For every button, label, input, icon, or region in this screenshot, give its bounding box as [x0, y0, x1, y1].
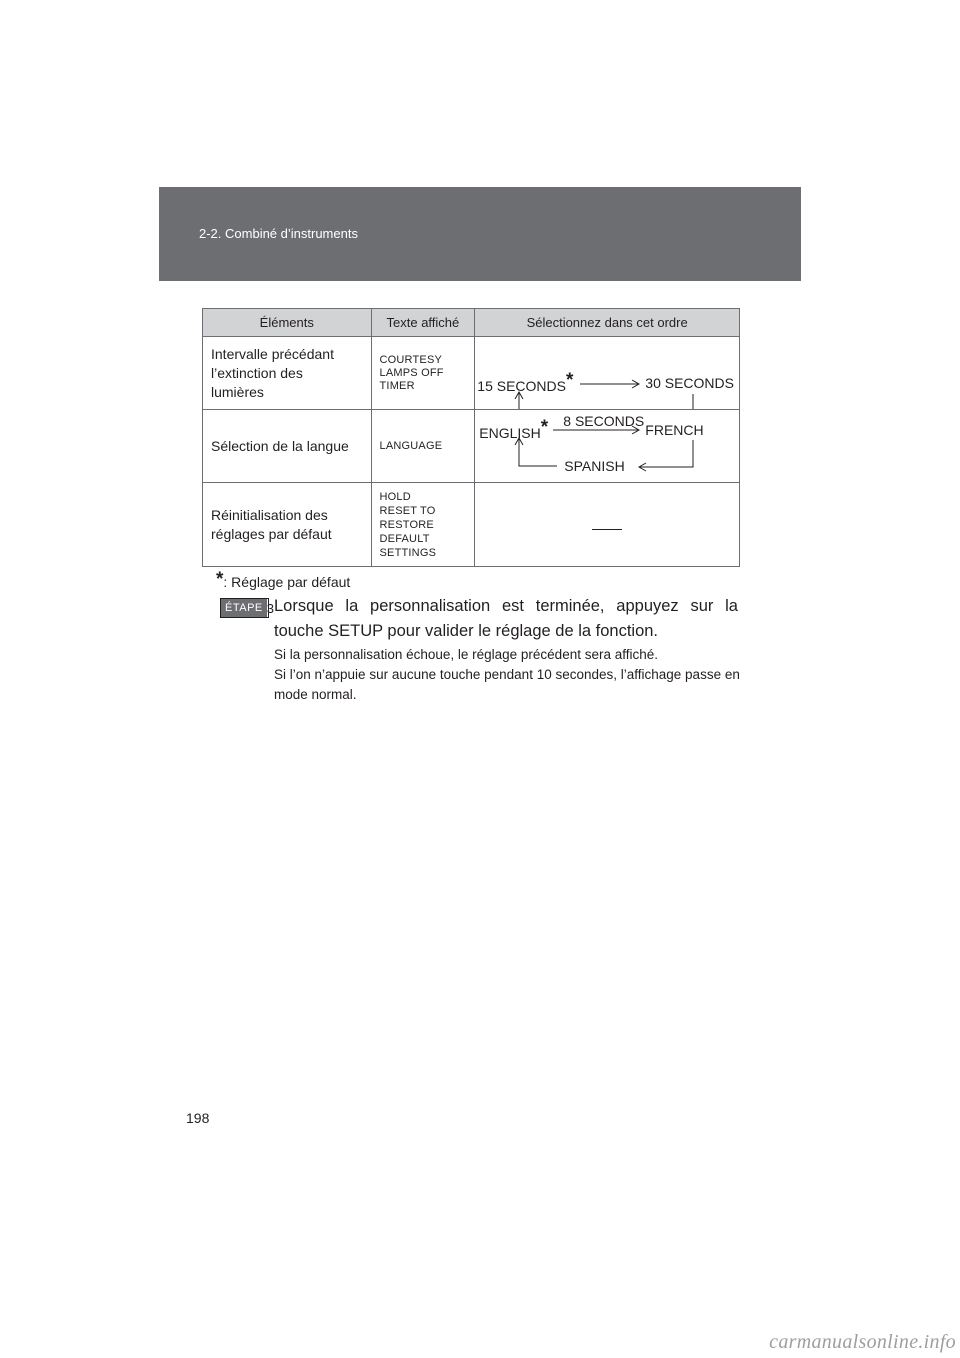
note-line: Si la personnalisation échoue, le réglage précédent sera affiché.: [274, 647, 659, 662]
item-label-line: Réinitialisation des: [211, 506, 328, 523]
display-text-line: LAMPS OFF: [379, 366, 444, 379]
display-text-line: RESTORE: [379, 518, 434, 531]
item-cell: [203, 410, 372, 483]
settings-table: [202, 308, 740, 567]
display-text-cell: [371, 483, 475, 567]
cycle-diagram: [475, 410, 739, 482]
section-title: 2-2. Combiné d’instruments: [199, 226, 358, 241]
item-label-line: l’extinction des: [211, 364, 303, 381]
cycle-diagram: [475, 337, 739, 429]
display-text-line: LANGUAGE: [379, 439, 443, 452]
arrow-line: [640, 394, 693, 409]
display-text-line: TIMER: [379, 379, 415, 392]
selection-sequence-cell: [475, 483, 740, 567]
cycle-arrows: [475, 337, 740, 409]
option-label: ENGLISH: [479, 425, 541, 441]
sequence-third-option: 8 SECONDS: [563, 413, 645, 429]
sequence-second-option: FRENCH: [645, 422, 704, 438]
step-badge-word: ÉTAPE: [221, 599, 267, 617]
default-marker: *: [540, 417, 549, 438]
selection-sequence-cell: [475, 410, 740, 483]
note-line: Si l’on n’appuie sur aucune touche pendant 10 secondes, l’affichage passe en mode normal.: [274, 667, 740, 702]
sequence-first-option: [479, 417, 549, 444]
display-text-line: HOLD: [379, 490, 411, 503]
watermark: carmanualsonline.info: [769, 1331, 956, 1353]
item-label-line: lumières: [211, 383, 264, 400]
display-text-cell: [371, 410, 475, 483]
footnote: [216, 571, 350, 593]
sequence-third-option: SPANISH: [564, 458, 625, 474]
footnote-marker: *: [216, 569, 224, 590]
table-row: [203, 483, 740, 567]
item-cell: [203, 337, 372, 410]
table-row: [203, 337, 740, 410]
page-number: 198: [186, 1110, 210, 1126]
display-text-line: DEFAULT: [379, 532, 430, 545]
step-badge: [220, 598, 274, 618]
step-notes: [274, 645, 740, 705]
not-applicable-dash: [592, 529, 622, 530]
column-header-display-text: Texte affiché: [371, 309, 475, 337]
option-label: 15 SECONDS: [477, 378, 566, 394]
item-label-line: réglages par défaut: [211, 525, 332, 542]
step-instruction-line: Lorsque la personnalisation est terminée, appuyez sur la: [274, 597, 738, 615]
column-header-selection-order: Sélectionnez dans cet ordre: [475, 309, 740, 337]
arrow-line: [640, 440, 693, 467]
selection-sequence-cell: [475, 337, 740, 429]
section-header-band: [159, 187, 801, 281]
display-text-cell: [371, 337, 475, 410]
step-badge-number: 3: [266, 600, 274, 616]
display-text-line: RESET TO: [379, 504, 436, 517]
table-row: [203, 410, 740, 483]
item-label-line: Intervalle précédant: [211, 345, 334, 362]
sequence-second-option: 30 SECONDS: [645, 375, 734, 391]
item-cell: [203, 483, 372, 567]
column-header-items: Éléments: [203, 309, 372, 337]
table-header-row: [203, 309, 740, 337]
display-text-line: COURTESY: [379, 353, 443, 366]
sequence-first-option: [477, 370, 574, 397]
step-instruction-line: touche SETUP pour valider le réglage de la fonction.: [274, 622, 659, 640]
footnote-text: : Réglage par défaut: [223, 574, 351, 590]
step-instruction: [274, 594, 738, 644]
display-text-line: SETTINGS: [379, 546, 437, 559]
default-marker: *: [565, 370, 574, 391]
item-label-line: Sélection de la langue: [211, 437, 349, 454]
